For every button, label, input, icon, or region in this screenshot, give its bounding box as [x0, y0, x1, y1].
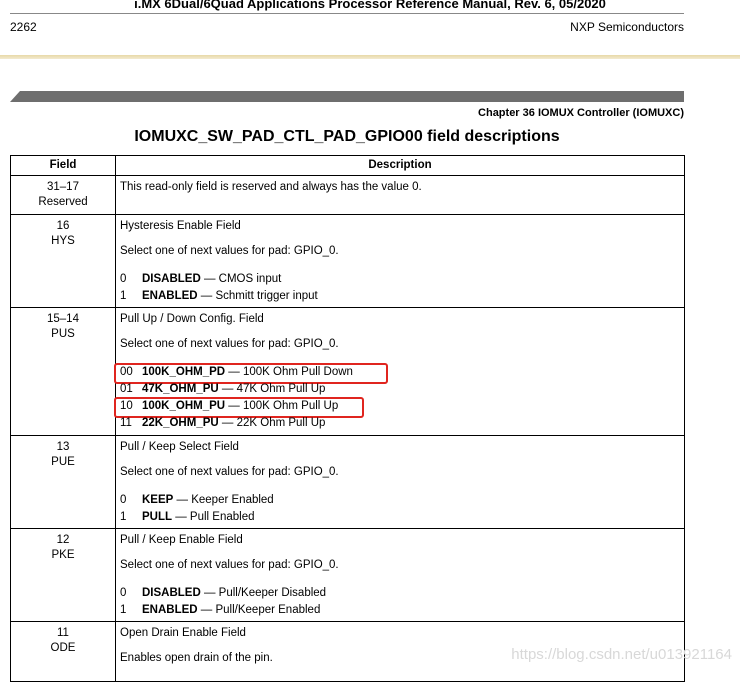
field-name: Reserved: [38, 196, 88, 208]
value-text: — 22K Ohm Pull Up: [218, 417, 326, 429]
field-cell: [11, 529, 116, 622]
value-text: — Pull/Keeper Disabled: [200, 587, 327, 599]
value-row: [120, 288, 680, 305]
value-text: — 47K Ohm Pull Up: [218, 383, 326, 395]
value-text: — Keeper Enabled: [173, 494, 274, 506]
value-code: 1: [120, 290, 127, 302]
value-code: 1: [120, 511, 127, 523]
table-header-row: [11, 156, 685, 176]
field-bits: 16: [56, 220, 70, 232]
table-row: [11, 436, 685, 529]
field-cell: [11, 215, 116, 308]
value-text: — Schmitt trigger input: [197, 290, 318, 302]
value-text: — Pull/Keeper Enabled: [197, 604, 321, 616]
field-description: Pull / Keep Enable Field: [120, 534, 243, 546]
chapter-label: Chapter 36 IOMUX Controller (IOMUXC): [478, 107, 684, 119]
value-list: [120, 492, 680, 526]
value-row: [120, 509, 680, 526]
value-list: [120, 585, 680, 619]
table-row: [11, 215, 685, 308]
description-column-header: Description: [116, 156, 685, 176]
value-row: [120, 415, 680, 432]
field-description: This read-only field is reserved and always has the value 0.: [120, 181, 422, 193]
value-name: DISABLED: [142, 273, 201, 285]
field-name: PKE: [51, 549, 75, 561]
value-row: [120, 492, 680, 509]
field-cell: [11, 308, 116, 436]
field-name: PUS: [51, 328, 75, 340]
value-row: [120, 602, 680, 619]
value-name: 100K_OHM_PD: [142, 366, 226, 378]
value-name: 22K_OHM_PU: [142, 417, 219, 429]
field-cell: [11, 436, 116, 529]
value-list: [120, 271, 680, 305]
field-name: PUE: [51, 456, 75, 468]
value-code: 10: [120, 400, 133, 412]
table-row: [11, 176, 685, 215]
value-code: 0: [120, 587, 127, 599]
value-name: DISABLED: [142, 587, 201, 599]
value-code: 0: [120, 273, 127, 285]
value-code: 00: [120, 366, 133, 378]
value-name: 100K_OHM_PU: [142, 400, 226, 412]
field-description: Open Drain Enable Field: [120, 627, 246, 639]
value-text: — 100K Ohm Pull Up: [225, 400, 339, 412]
field-note: Enables open drain of the pin.: [120, 652, 273, 664]
value-row: [120, 585, 680, 602]
description-cell: [116, 176, 685, 215]
value-row: [120, 398, 680, 415]
field-bits: 15–14: [47, 313, 79, 325]
watermark: https://blog.csdn.net/u013921164: [511, 646, 732, 663]
vendor-name: NXP Semiconductors: [570, 20, 684, 34]
value-row: [120, 271, 680, 288]
field-cell: [11, 622, 116, 682]
field-note: Select one of next values for pad: GPIO_0.: [120, 245, 339, 257]
description-cell: [116, 308, 685, 436]
value-code: 01: [120, 383, 133, 395]
value-code: 0: [120, 494, 127, 506]
field-note: Select one of next values for pad: GPIO_0.: [120, 559, 339, 571]
field-description: Pull / Keep Select Field: [120, 441, 239, 453]
field-bits: 11: [57, 627, 69, 639]
chapter-bar: [10, 91, 684, 102]
value-row: [120, 364, 680, 381]
field-note: Select one of next values for pad: GPIO_0.: [120, 338, 339, 350]
value-text: — 100K Ohm Pull Down: [225, 366, 353, 378]
field-description: Hysteresis Enable Field: [120, 220, 241, 232]
field-descriptions-table: [10, 155, 685, 682]
value-name: ENABLED: [142, 604, 198, 616]
field-bits: 31–17: [47, 181, 79, 193]
manual-title: i.MX 6Dual/6Quad Applications Processor Reference Manual, Rev. 6, 05/2020: [134, 0, 606, 11]
description-cell: [116, 529, 685, 622]
value-list: [120, 364, 680, 432]
description-cell: [116, 436, 685, 529]
value-text: — CMOS input: [200, 273, 282, 285]
value-name: ENABLED: [142, 290, 198, 302]
table-row: [11, 529, 685, 622]
field-column-header: Field: [11, 156, 116, 176]
value-code: 11: [120, 417, 132, 429]
value-name: KEEP: [142, 494, 174, 506]
page-divider: [0, 55, 740, 59]
value-row: [120, 381, 680, 398]
table-row: [11, 308, 685, 436]
value-name: PULL: [142, 511, 173, 523]
page-number: 2262: [10, 20, 37, 34]
table-title: IOMUXC_SW_PAD_CTL_PAD_GPIO00 field descriptions: [134, 128, 560, 145]
field-cell: [11, 176, 116, 215]
value-code: 1: [120, 604, 127, 616]
value-text: — Pull Enabled: [172, 511, 255, 523]
description-cell: [116, 215, 685, 308]
value-name: 47K_OHM_PU: [142, 383, 219, 395]
field-bits: 13: [56, 441, 70, 453]
field-bits: 12: [56, 534, 70, 546]
field-name: ODE: [50, 642, 76, 654]
field-note: Select one of next values for pad: GPIO_0.: [120, 466, 339, 478]
field-description: Pull Up / Down Config. Field: [120, 313, 264, 325]
header-rule: [10, 13, 684, 14]
field-name: HYS: [51, 235, 75, 247]
